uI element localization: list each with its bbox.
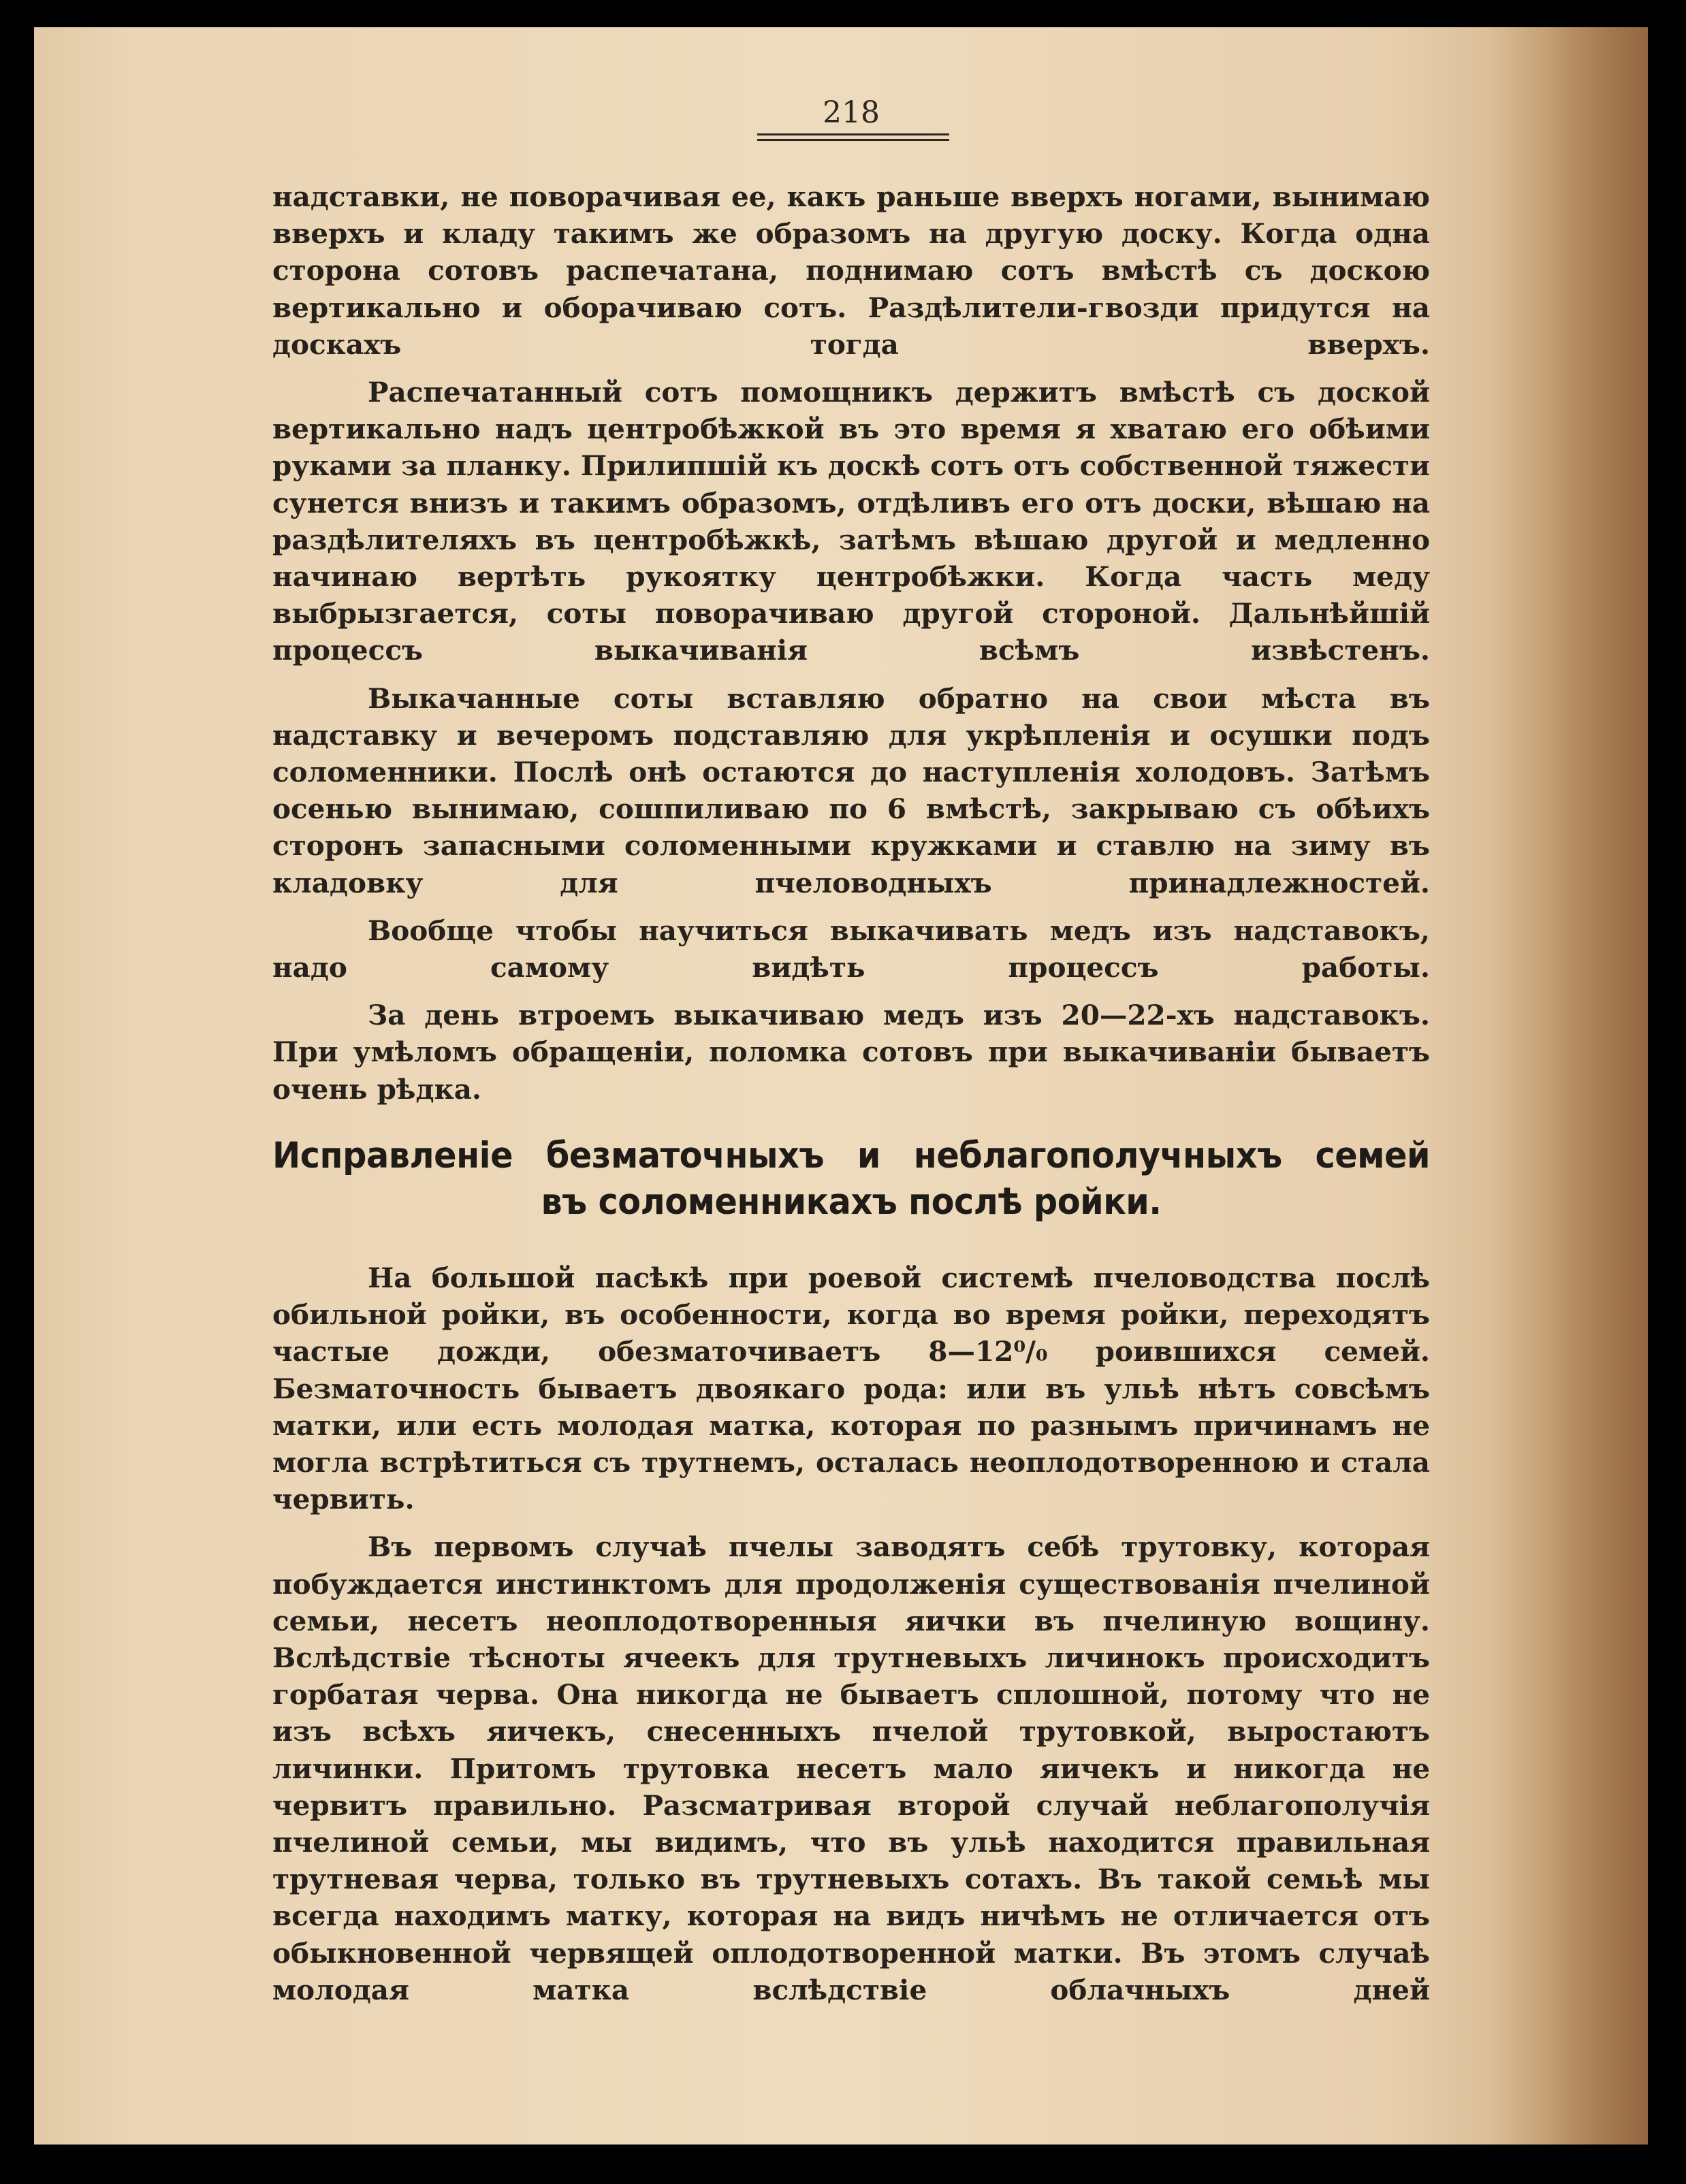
section-heading-line-2: въ соломенникахъ послѣ ройки. xyxy=(541,1181,1162,1223)
section-text-bottom xyxy=(272,1259,1430,2019)
header-rule-bottom xyxy=(757,139,949,141)
book-gutter-shadow xyxy=(1546,27,1648,2145)
header-rule-top xyxy=(757,133,949,135)
page-number: 218 xyxy=(823,95,880,130)
paragraph: Выкачанные соты вставляю обратно на свои мѣста въ надставку и вечеромъ подставляю для укрѣпленія и осушки подъ соломенники. Послѣ онѣ остаются до наступленія холодовъ. Затѣмъ осенью вынимаю, сошпиливаю по 6 вмѣстѣ, закрываю съ обѣихъ сторонъ запасными соломенными кружками и ставлю на зиму въ кладовку для пчеловодныхъ принадлежностей. xyxy=(272,681,1430,899)
paragraph: Распечатанный сотъ помощникъ держитъ вмѣстѣ съ доской вертикально надъ центробѣжкой въ это время я хватаю его обѣими руками за планку. Прилипшій къ доскѣ сотъ отъ собственной тяжести сунется внизъ и такимъ образомъ, отдѣливъ его отъ доски, вѣшаю на раздѣлителяхъ въ центробѣжкѣ, затѣмъ вѣшаю другой и медленно начинаю вертѣть рукоятку центробѣжки. Когда часть меду выбрызгается, соты поворачиваю другой стороной. Дальнѣйшій процессъ выкачиванія всѣмъ извѣстенъ. xyxy=(272,376,1430,667)
section-text-top xyxy=(272,178,1430,1119)
paragraph: На большой пасѣкѣ при роевой системѣ пчеловодства послѣ обильной ройки, въ особенности, когда во время ройки, переходятъ частые дожди, обезматочиваетъ 8—12⁰/₀ роившихся семей. Безматочность бываетъ двоякаго рода: или въ ульѣ нѣтъ совсѣмъ матки, или есть молодая матка, которая по разнымъ причинамъ не могла встрѣтиться съ трутнемъ, осталась неоплодотворенною и стала червить. xyxy=(272,1262,1430,1516)
paragraph: За день втроемъ выкачиваю медъ изъ 20—22-хъ надставокъ. При умѣломъ обращеніи, поломка сотовъ при выкачиваніи бываетъ очень рѣдка. xyxy=(272,999,1430,1106)
paragraph: Въ первомъ случаѣ пчелы заводятъ себѣ трутовку, которая побуждается инстинктомъ для продолженія существованія пчелиной семьи, несетъ неоплодотворенныя яички въ пчелиную вощину. Вслѣдствіе тѣсноты ячеекъ для трутневыхъ личинокъ происходитъ горбатая черва. Она никогда не бываетъ сплошной, потому что не изъ всѣхъ яичекъ, снесенныхъ пчелой трутовкой, выростаютъ личинки. Притомъ трутовка несетъ мало яичекъ и никогда не червитъ правильно. Разсматривая второй случай неблагополучія пчелиной семьи, мы видимъ, что въ ульѣ находится правильная трутневая черва, только въ трутневыхъ сотахъ. Въ такой семьѣ мы всегда находимъ матку, которая на видъ ничѣмъ не отличается отъ обыкновенной червящей оплодотворенной матки. Въ этомъ случаѣ молодая матка вслѣдствіе облачныхъ дней xyxy=(272,1530,1430,2006)
paragraph: надставки, не поворачивая ее, какъ раньше вверхъ ногами, вынимаю вверхъ и кладу такимъ же образомъ на другую доску. Когда одна сторона сотовъ распечатана, поднимаю сотъ вмѣстѣ съ доскою вертикально и оборачиваю сотъ. Раздѣлители-гвозди придутся на доскахъ тогда вверхъ. xyxy=(272,180,1430,361)
paragraph: Вообще чтобы научиться выкачивать медъ изъ надставокъ, надо самому видѣть процессъ работы. xyxy=(272,914,1430,984)
section-heading-line-1: Исправленіе безматочныхъ и неблагополучныхъ семей xyxy=(272,1135,1431,1176)
section-heading xyxy=(272,1133,1430,1225)
